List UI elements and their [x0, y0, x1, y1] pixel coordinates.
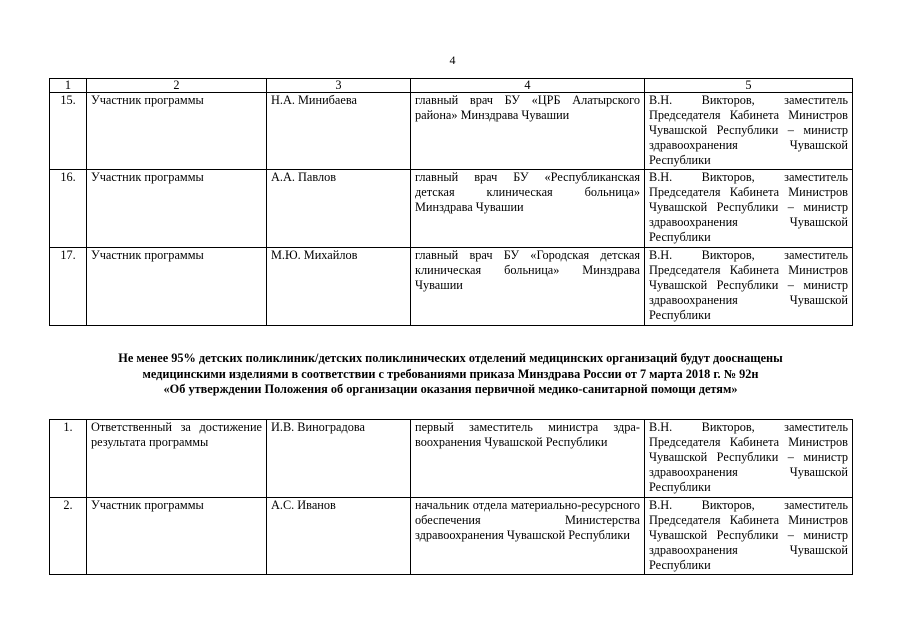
column-header-5: 5 — [645, 79, 853, 93]
table-row — [50, 93, 853, 170]
row-role: Участник программы — [87, 170, 267, 248]
row-position: начальник отдела материально-ресурсного обеспечения Министерства здравоохранения Чувашской Республики — [411, 498, 645, 575]
section-heading-line-3: «Об утверждении Положения об организации оказания первичной медико-санитарной помощи детям» — [163, 382, 738, 396]
row-number: 2. — [50, 498, 87, 575]
row-role: Участник программы — [87, 498, 267, 575]
row-supervisor: В.Н. Викторов, заместитель Председателя Кабинета Министров Чувашской Республики – министр здравоохранения Чувашской Республики — [645, 248, 853, 326]
section-heading — [49, 351, 852, 398]
column-header-row — [50, 79, 853, 93]
row-position: главный врач БУ «ЦРБ Алатырского района» Минздрава Чувашии — [411, 93, 645, 170]
row-name: А.А. Павлов — [267, 170, 411, 248]
page-number: 4 — [449, 53, 456, 67]
row-name: Н.А. Минибаева — [267, 93, 411, 170]
row-supervisor: В.Н. Викторов, заместитель Председателя Кабинета Министров Чувашской Республики – министр здравоохранения Чувашской Республики — [645, 498, 853, 575]
row-role: Ответственный за достижение результата программы — [87, 420, 267, 498]
row-number: 16. — [50, 170, 87, 248]
table-row — [50, 248, 853, 326]
row-name: А.С. Иванов — [267, 498, 411, 575]
table-row — [50, 420, 853, 498]
column-header-1: 1 — [50, 79, 87, 93]
table-row — [50, 170, 853, 248]
section-heading-line-2: медицинскими изделиями в соответствии с требованиями приказа Минздрава России от 7 марта 2018 г. № 92н — [142, 366, 759, 381]
row-number: 17. — [50, 248, 87, 326]
row-role: Участник программы — [87, 248, 267, 326]
row-position: главный врач БУ «Республиканская детская клиническая больница» Минздрава Чувашии — [411, 170, 645, 248]
row-number: 15. — [50, 93, 87, 170]
table-row — [50, 498, 853, 575]
row-position: первый заместитель министра здравоохранения Чувашской Республики — [411, 420, 645, 498]
responsibility-table-2 — [49, 419, 853, 575]
row-name: М.Ю. Михайлов — [267, 248, 411, 326]
row-supervisor: В.Н. Викторов, заместитель Председателя Кабинета Министров Чувашской Республики – министр здравоохранения Чувашской Республики — [645, 170, 853, 248]
column-header-2: 2 — [87, 79, 267, 93]
column-header-3: 3 — [267, 79, 411, 93]
row-position: главный врач БУ «Городская детская клиническая больница» Минздрава Чувашии — [411, 248, 645, 326]
row-supervisor: В.Н. Викторов, заместитель Председателя Кабинета Министров Чувашской Республики – министр здравоохранения Чувашской Республики — [645, 93, 853, 170]
row-number: 1. — [50, 420, 87, 498]
row-role: Участник программы — [87, 93, 267, 170]
row-name: И.В. Виноградова — [267, 420, 411, 498]
row-supervisor: В.Н. Викторов, заместитель Председателя Кабинета Министров Чувашской Республики – министр здравоохранения Чувашской Республики — [645, 420, 853, 498]
responsibility-table-1 — [49, 78, 853, 326]
section-heading-line-1: Не менее 95% детских поликлиник/детских поликлинических отделений медицинских организаций будут дооснащены — [118, 351, 783, 365]
column-header-4: 4 — [411, 79, 645, 93]
